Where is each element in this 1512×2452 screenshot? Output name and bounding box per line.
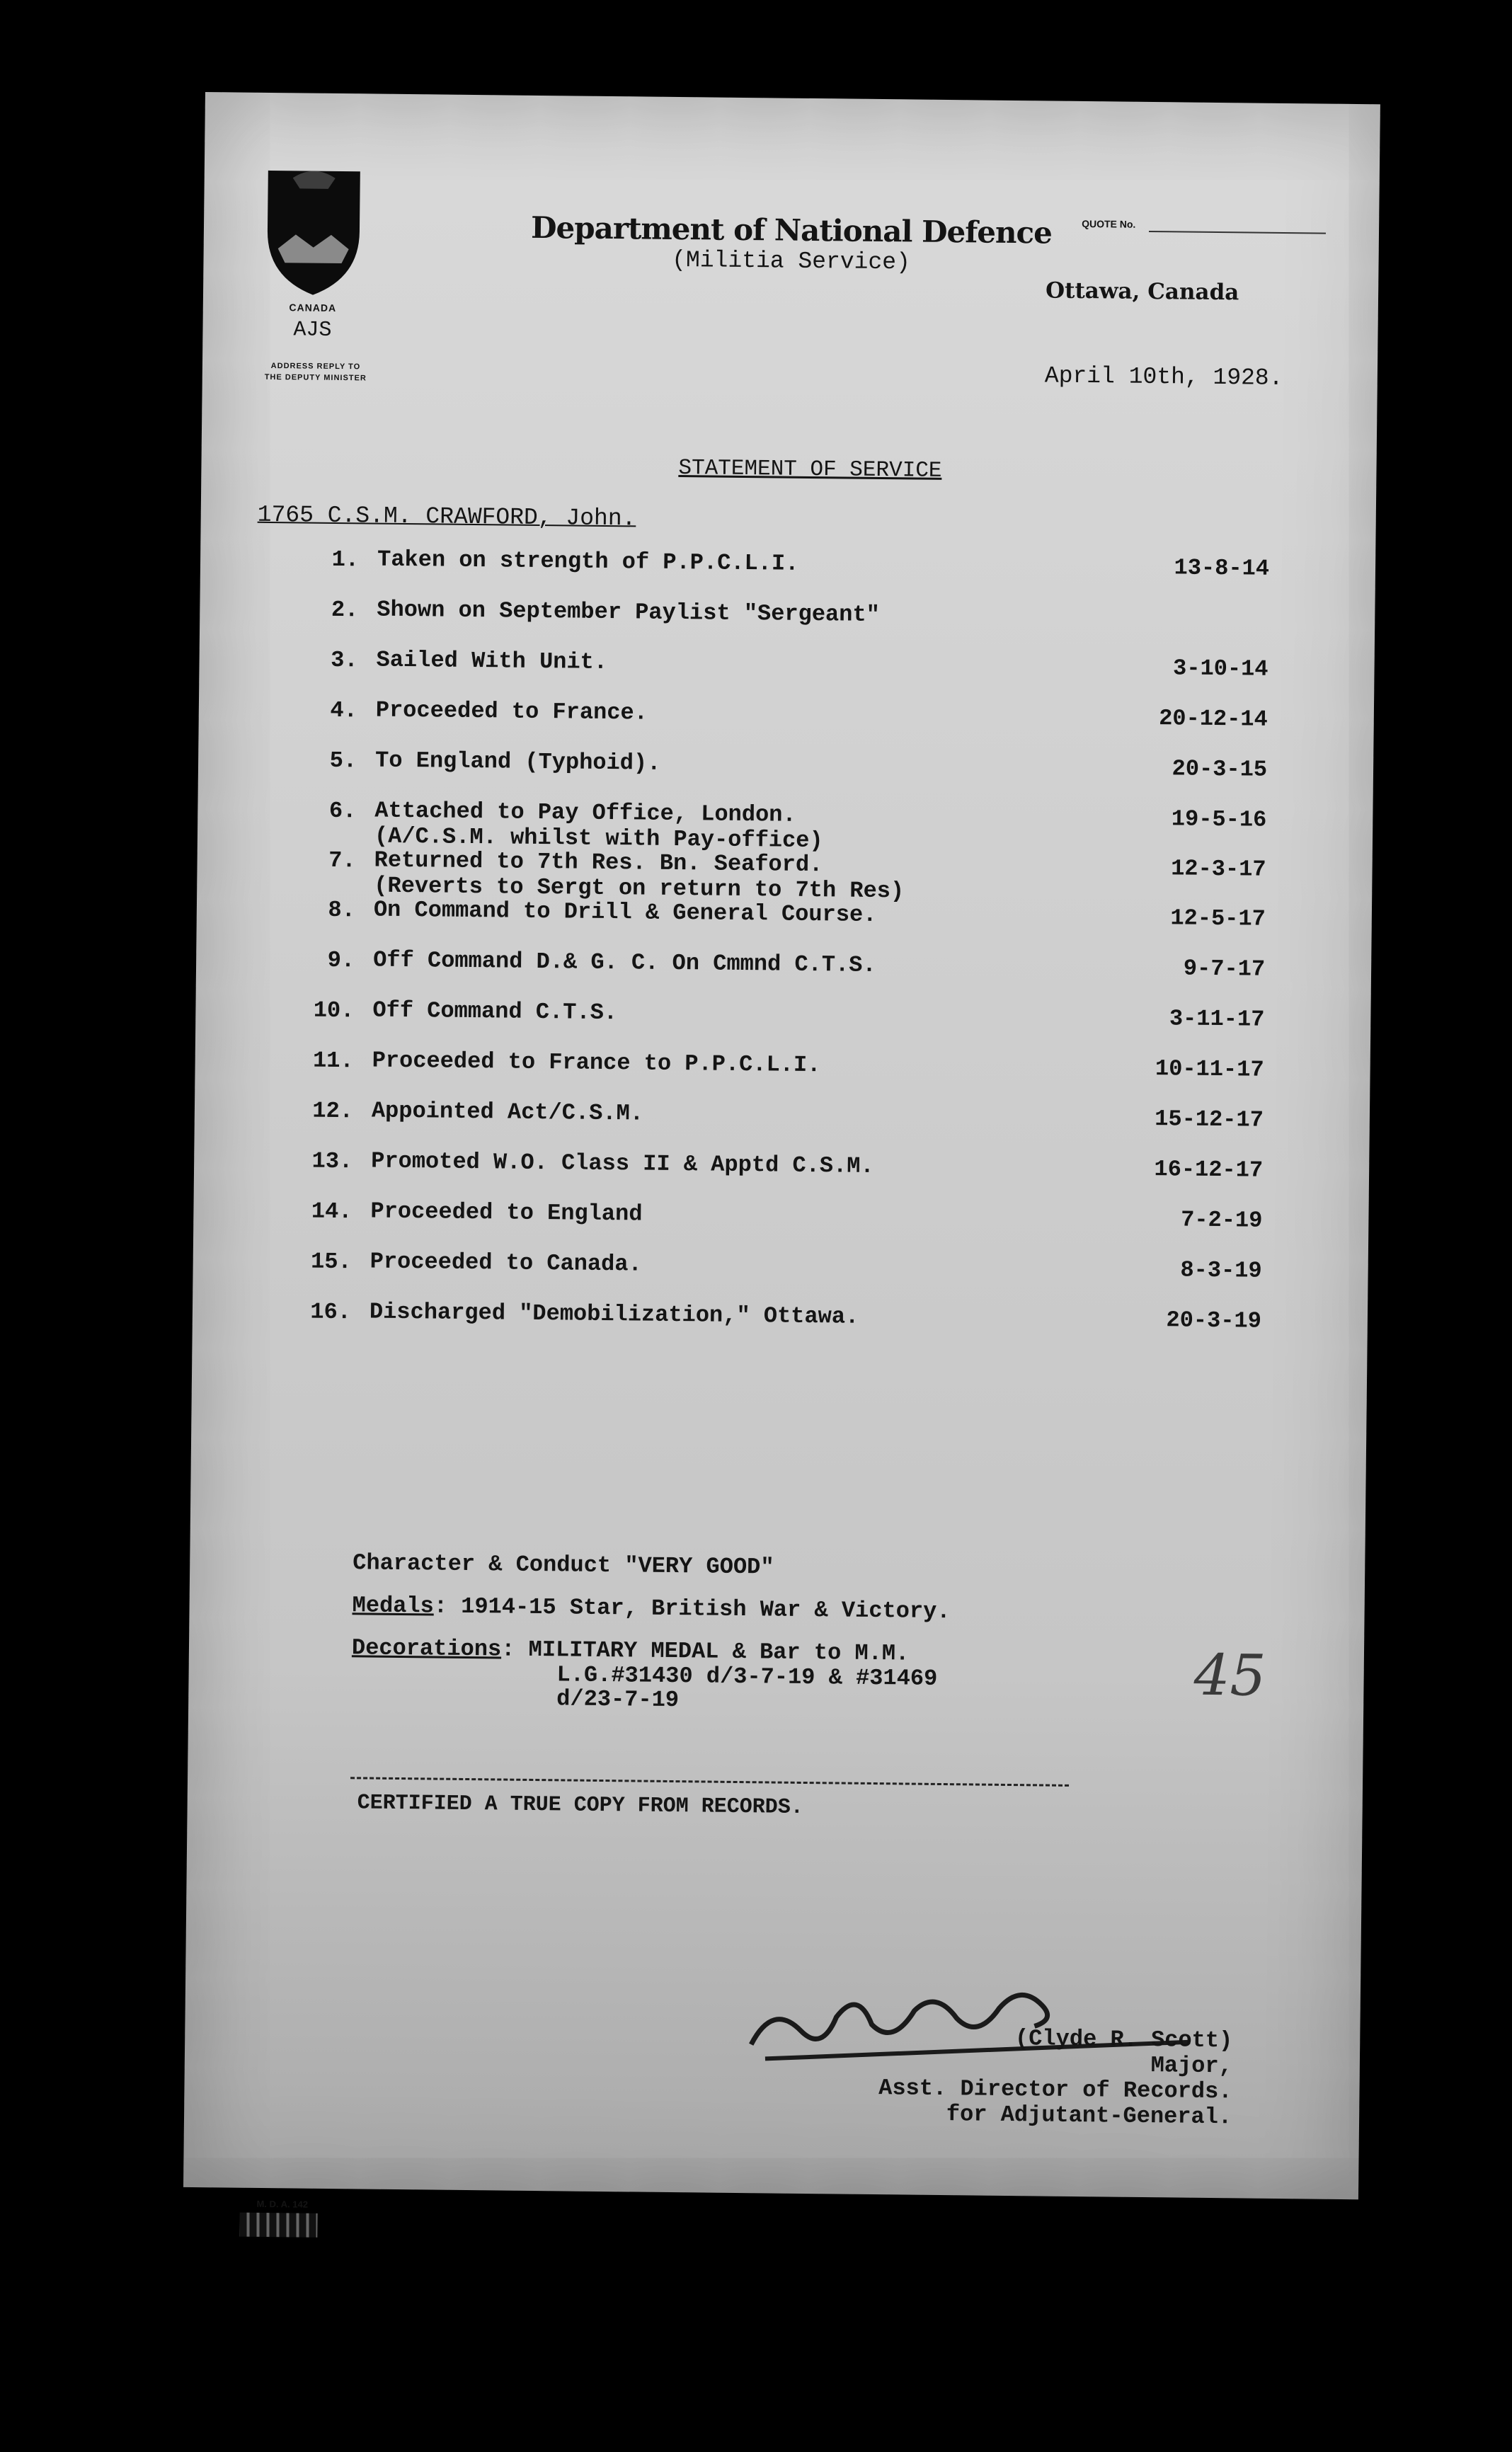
entry-number: 12. <box>312 1097 354 1125</box>
quote-number-line <box>1149 231 1326 234</box>
entry-date: 20-12-14 <box>1158 705 1268 733</box>
service-entry <box>291 697 1317 733</box>
entry-description-text: Discharged "Demobilization," Ottawa. <box>369 1298 859 1330</box>
entry-description <box>376 648 1084 680</box>
canada-label: CANADA <box>289 302 337 314</box>
canada-crest-icon <box>256 164 371 299</box>
statement-title: STATEMENT OF SERVICE <box>678 456 942 483</box>
entry-number: 8. <box>328 896 356 924</box>
entry-date: 3-11-17 <box>1169 1005 1265 1033</box>
form-stamp-label: M. D. A. 142 <box>256 2198 309 2210</box>
entry-description <box>371 1149 1079 1181</box>
entry-description-text: Off Command D.& G. C. On Cmmnd C.T.S. <box>372 946 876 978</box>
character-line: Character & Conduct "VERY GOOD" <box>353 1549 774 1581</box>
certification-line: CERTIFIED A TRUE COPY FROM RECORDS. <box>357 1791 803 1820</box>
medals-label: Medals <box>352 1592 435 1620</box>
signatory-name: (Clyde R. Scott) <box>1014 2025 1233 2054</box>
entry-description <box>372 998 1080 1031</box>
reply-note-line-2: THE DEPUTY MINISTER <box>264 372 367 383</box>
decorations-value-2: L.G.#31430 d/3-7-19 & #31469 <box>556 1661 938 1692</box>
signature-block <box>680 2022 1232 2130</box>
entry-description-text: Returned to 7th Res. Bn. Seaford. <box>374 847 823 878</box>
entry-number: 9. <box>327 946 355 974</box>
entry-date: 12-3-17 <box>1170 855 1266 883</box>
entry-description <box>373 948 1081 980</box>
entry-date: 8-3-19 <box>1180 1256 1262 1284</box>
service-entries-list <box>284 546 1319 1359</box>
entry-number: 14. <box>311 1198 353 1225</box>
entry-number: 2. <box>331 596 359 624</box>
service-entry <box>285 1298 1311 1335</box>
entry-date: 20-3-15 <box>1172 755 1268 783</box>
service-entry <box>292 546 1319 583</box>
entry-date: 10-11-17 <box>1155 1055 1264 1083</box>
signatory-rank: Major, <box>1150 2052 1233 2080</box>
medals-line <box>352 1593 1343 1629</box>
reply-note-line-1: ADDRESS REPLY TO <box>270 361 361 372</box>
entry-number: 4. <box>330 697 358 724</box>
entry-date: 13-8-14 <box>1174 554 1270 582</box>
letter-date: April 10th, 1928. <box>1044 362 1283 391</box>
entry-number: 1. <box>331 546 360 573</box>
entry-subnote: (Reverts to Sergt on return to 7th Res) <box>374 872 905 905</box>
entry-description-text: Proceeded to France. <box>375 697 648 726</box>
service-entry <box>288 946 1315 983</box>
entry-description-text: Proceeded to Canada. <box>370 1248 642 1278</box>
entry-description-text: On Command to Drill & General Course. <box>373 896 877 928</box>
file-code: AJS <box>293 318 332 343</box>
entry-description-text: Attached to Pay Office, London. <box>374 797 796 828</box>
service-entry <box>285 1248 1312 1285</box>
entry-description-text: To England (Typhoid). <box>374 747 661 777</box>
margin-handwritten-note: 45 <box>1193 1642 1266 1709</box>
entry-description-text: Proceeded to France to P.P.C.L.I. <box>372 1047 821 1079</box>
entry-date: 7-2-19 <box>1180 1206 1263 1234</box>
quote-number-label: QUOTE No. <box>1082 217 1136 230</box>
service-entry <box>292 596 1318 633</box>
entry-number: 6. <box>328 797 357 825</box>
entry-subnote: (A/C.S.M. whilst with Pay-office) <box>374 823 823 854</box>
entry-date: 9-7-17 <box>1183 955 1266 982</box>
service-entry <box>287 997 1314 1033</box>
entry-description-text: Taken on strength of P.P.C.L.I. <box>377 546 799 577</box>
entry-number: 3. <box>331 646 358 674</box>
entry-date: 20-3-19 <box>1166 1307 1262 1334</box>
service-entry <box>286 1147 1312 1184</box>
entry-description-text: Sailed With Unit. <box>376 646 608 675</box>
document-sheet <box>183 92 1380 2210</box>
entry-date: 3-10-14 <box>1172 655 1268 682</box>
entry-description <box>372 1048 1079 1081</box>
entry-description <box>377 597 1084 630</box>
entry-description <box>376 698 1084 731</box>
form-stamp-mark <box>239 2213 317 2238</box>
service-entry <box>290 747 1317 784</box>
entry-description-text: Promoted W.O. Class II & Apptd C.S.M. <box>371 1147 874 1179</box>
entry-number: 11. <box>312 1047 354 1075</box>
entry-number: 7. <box>328 847 356 874</box>
entry-description <box>370 1249 1078 1282</box>
entry-date: 12-5-17 <box>1170 905 1266 932</box>
entry-description <box>372 1099 1079 1131</box>
entry-number: 15. <box>310 1248 352 1276</box>
entry-number: 16. <box>310 1298 352 1326</box>
department-heading: Department of National Defence <box>530 210 1053 251</box>
entry-description <box>370 1300 1077 1332</box>
entry-description-text: Appointed Act/C.S.M. <box>371 1097 644 1127</box>
entry-description <box>370 1199 1078 1232</box>
entry-number: 13. <box>311 1147 353 1175</box>
soldier-name: 1765 C.S.M. CRAWFORD, John. <box>257 501 636 532</box>
entry-date <box>1084 605 1268 607</box>
signatory-for: for Adjutant-General. <box>946 2101 1232 2131</box>
entry-date: 19-5-16 <box>1171 806 1267 833</box>
entry-description <box>377 547 1085 580</box>
service-entry <box>291 646 1317 683</box>
service-entry <box>287 1097 1313 1134</box>
entry-description-text: Proceeded to England <box>370 1198 643 1227</box>
signatory-title: Asst. Director of Records. <box>878 2075 1232 2105</box>
location-label: Ottawa, Canada <box>1045 277 1239 306</box>
entry-date: 16-12-17 <box>1154 1156 1264 1184</box>
service-entry <box>287 1047 1313 1084</box>
entry-date: 15-12-17 <box>1155 1106 1264 1133</box>
entry-number: 10. <box>313 997 355 1024</box>
medals-value: : 1914-15 Star, British War & Victory. <box>433 1593 951 1625</box>
entry-description <box>375 748 1083 781</box>
service-subheading: (Militia Service) <box>672 246 911 276</box>
entry-number: 5. <box>329 747 357 774</box>
decorations-label: Decorations <box>351 1634 502 1663</box>
service-entry <box>285 1198 1312 1234</box>
reply-note <box>231 360 401 384</box>
decorations-value-1: : MILITARY MEDAL & Bar to M.M. <box>501 1636 910 1667</box>
dashed-divider <box>350 1777 1069 1787</box>
entry-description-text: Shown on September Paylist "Sergeant" <box>377 596 881 629</box>
entry-description-text: Off Command C.T.S. <box>372 997 618 1026</box>
decorations-value-3: d/23-7-19 <box>556 1685 680 1714</box>
